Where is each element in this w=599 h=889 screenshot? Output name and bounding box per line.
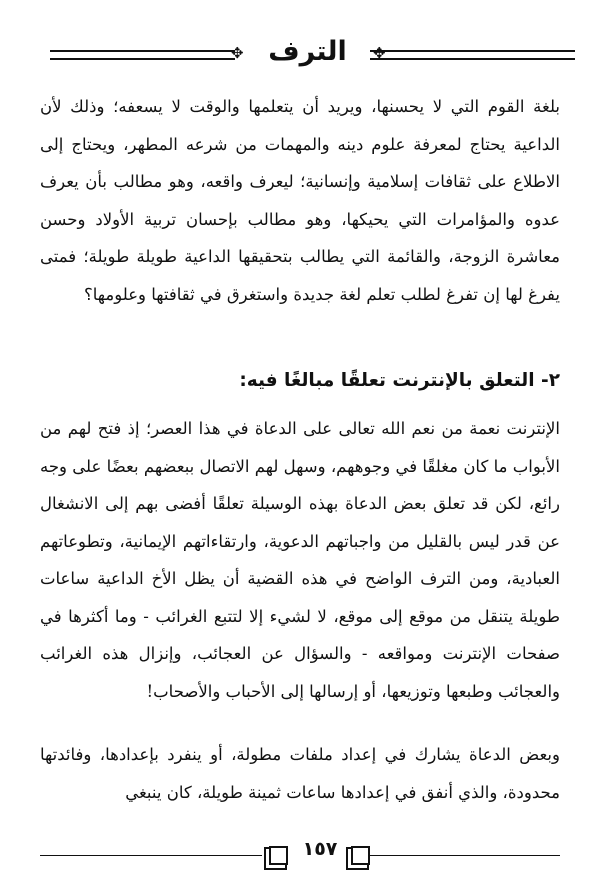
running-header — [50, 36, 575, 80]
footer-rule-left — [40, 855, 262, 856]
header-rule-right — [370, 50, 575, 60]
footer-rule-right — [370, 855, 560, 856]
paragraph-1: بلغة القوم التي لا يحسنها، ويريد أن يتعلمها والوقت لا يسعفه؛ وذلك لأن الداعية يحتاج لمعرفة علوم دينه والمهمات من شرعه المطهر، ويحتاج إلى الاطلاع على ثقافات إسلامية وإنسانية؛ ليعرف واقعه، وهو مطالب بأن يعرف عدوه والمؤامرات التي يحيكها، وهو مطالب بإحسان تربية الأولاد وحسن معاشرة الزوجة، والقائمة التي يطالب بتحقيقها الداعية طويلة طويلة؛ فمتى يفرغ لها إن تفرغ لطلب تعلم لغة جديدة واستغرق في ثقافتها وعلومها؟ — [40, 97, 560, 304]
page-footer — [40, 838, 560, 868]
book-left-icon — [269, 846, 288, 865]
book-right-icon — [351, 846, 370, 865]
paragraph-2: الإنترنت نعمة من نعم الله تعالى على الدعاة في هذا العصر؛ إذ فتح لهم من الأبواب ما كان مغلقًا في وجوههم، وسهل لهم الاتصال ببعضهم بعضًا على وجه رائع، لكن قد تعلق بعض الدعاة بهذه الوسيلة تعلقًا أفضى بهم إلى الانشغال عن قدر ليس بالقليل من واجباتهم الدعوية، وارتقاءاتهم الإيمانية، وتطوعاتهم العبادية، ومن الترف الواضح في هذه القضية أن يظل الأخ الداعية ساعات طويلة يتنقل من موقع إلى موقع، لا لشيء إلا لتتبع الغرائب - وما أكثرها في صفحات الإنترنت ومواقعه - والسؤال عن العجائب، وإنزال هذه الغرائب والعجائب وطبعها وتوزيعها، أو إرسالها إلى الأحباب والأصحاب! — [40, 419, 560, 701]
page-number: ١٥٧ — [302, 838, 338, 860]
header-rule-left — [50, 50, 235, 60]
ornament-right-icon: ✥ — [373, 44, 386, 62]
section-heading: ٢- التعلق بالإنترنت تعلقًا مبالغًا فيه: — [239, 370, 560, 391]
ornament-left-icon: ✥ — [231, 44, 244, 62]
header-title-wrap — [240, 36, 375, 67]
running-header-title: الترف — [268, 36, 347, 67]
paragraph-3: وبعض الدعاة يشارك في إعداد ملفات مطولة، أو ينفرد بإعدادها، وفائدتها محدودة، والذي أنفق في إعدادها ساعات ثمينة طويلة، كان ينبغي — [40, 745, 560, 802]
